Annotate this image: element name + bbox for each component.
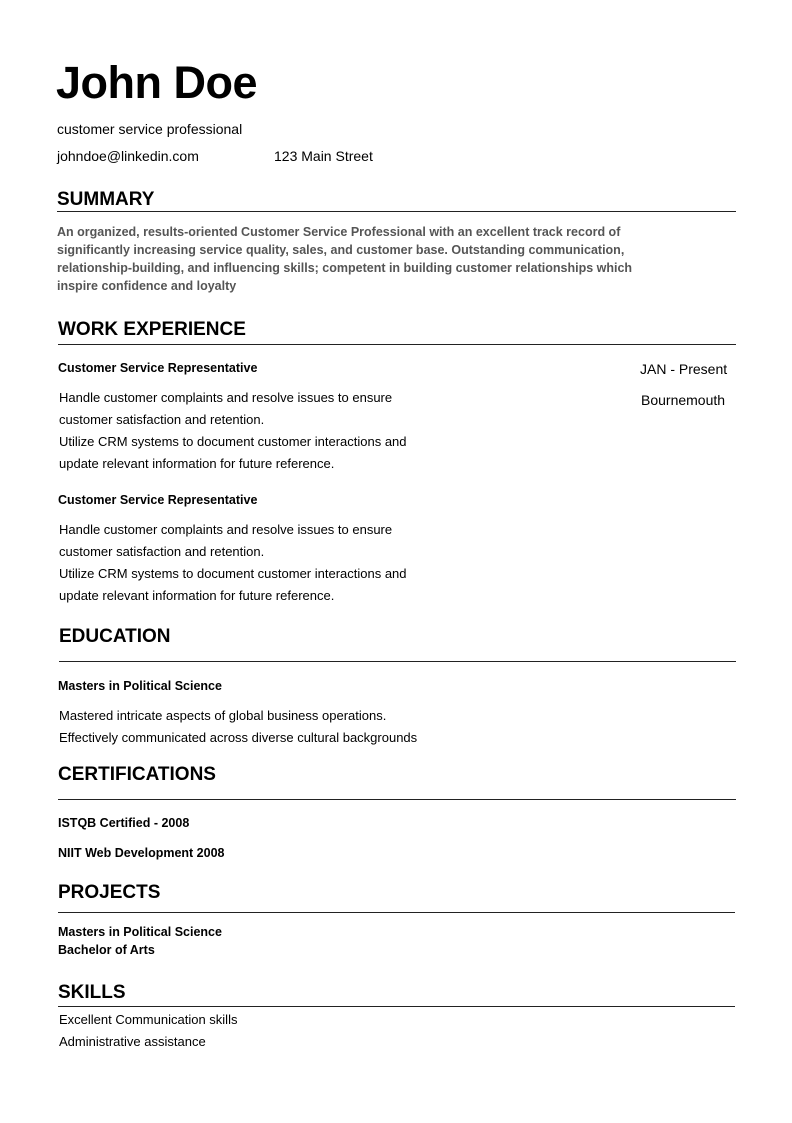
skills-list: [59, 1009, 237, 1053]
education-heading: EDUCATION: [59, 626, 171, 647]
work-heading: WORK EXPERIENCE: [58, 319, 246, 340]
projects-divider: [58, 912, 735, 913]
skill-item: Excellent Communication skills: [59, 1012, 238, 1027]
summary-divider: [57, 211, 736, 212]
skill-item: Administrative assistance: [59, 1034, 206, 1049]
work-divider: [58, 344, 736, 345]
projects-heading: PROJECTS: [58, 882, 161, 903]
job-description: [59, 519, 429, 607]
education-degree: Masters in Political Science: [58, 679, 222, 693]
certifications-heading: CERTIFICATIONS: [58, 764, 216, 785]
education-line: Effectively communicated across diverse cultural backgrounds: [59, 730, 418, 745]
contact-email: johndoe@linkedin.com: [57, 148, 199, 164]
project-item: Masters in Political Science: [58, 925, 222, 939]
resume-name: John Doe: [56, 57, 258, 108]
skills-divider: [58, 1006, 735, 1007]
job-bullet: Utilize CRM systems to document customer interactions and update relevant information for future reference.: [59, 434, 407, 471]
job-bullet: Handle customer complaints and resolve issues to ensure customer satisfaction and retention.: [59, 522, 393, 559]
education-line: Mastered intricate aspects of global business operations.: [59, 708, 387, 723]
job-location: Bournemouth: [641, 392, 726, 408]
job-bullet: Utilize CRM systems to document customer interactions and update relevant information for future reference.: [59, 566, 407, 603]
certification-item: NIIT Web Development 2008: [58, 846, 225, 860]
skills-heading: SKILLS: [58, 982, 126, 1003]
job-title: Customer Service Representative: [58, 493, 258, 507]
job-description: [59, 387, 429, 475]
certifications-divider: [58, 799, 736, 800]
project-item: Bachelor of Arts: [58, 943, 155, 957]
summary-heading: SUMMARY: [57, 189, 155, 210]
job-date: JAN - Present: [640, 361, 728, 377]
certification-item: ISTQB Certified - 2008: [58, 816, 190, 830]
job-title: Customer Service Representative: [58, 361, 258, 375]
job-bullet: Handle customer complaints and resolve issues to ensure customer satisfaction and retention.: [59, 390, 393, 427]
summary-text: An organized, results-oriented Customer Service Professional with an excellent track record of significantly increasing service quality, sales, and customer base. Outstanding communication, relationship-building, and influencing skills; competent in building customer relationships which inspire confidence and loyalty: [57, 225, 633, 293]
resume-title: customer service professional: [57, 121, 243, 137]
education-description: [59, 705, 417, 749]
education-divider: [59, 661, 736, 662]
contact-address: 123 Main Street: [274, 148, 373, 164]
